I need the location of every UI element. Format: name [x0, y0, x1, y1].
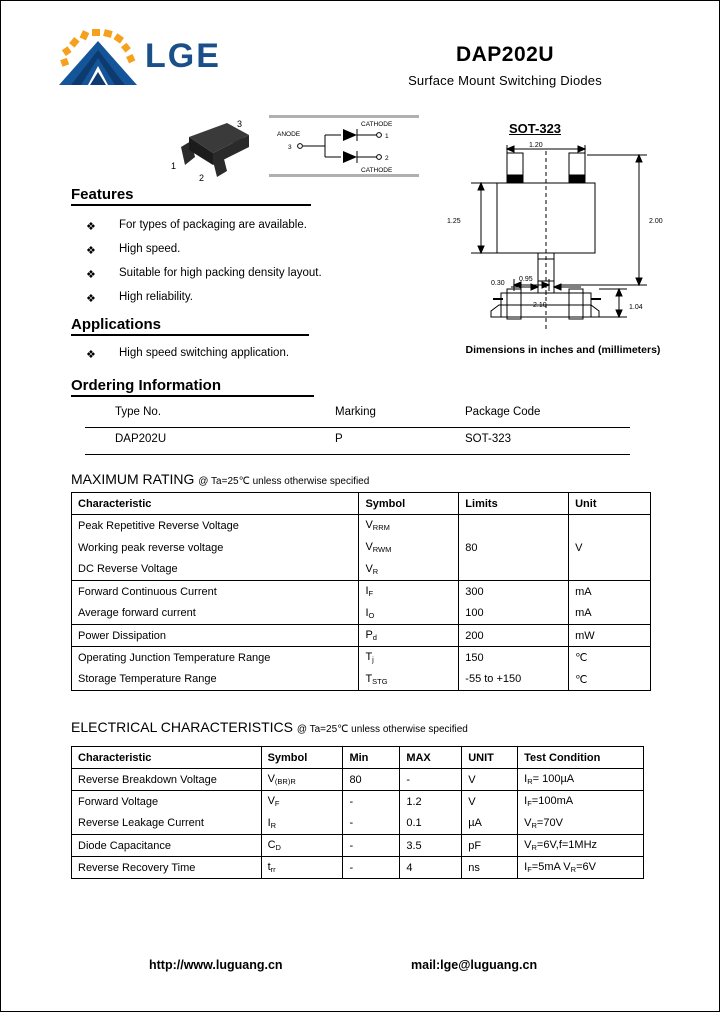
dim-pitch: 0.95: [519, 276, 533, 283]
mr-characteristic: Operating Junction Temperature Range: [72, 647, 359, 669]
symbol-sub: STG: [372, 676, 388, 686]
symbol-sub: d: [372, 633, 377, 642]
ec-max: 4: [400, 857, 462, 879]
dim-overall-height: 2.00: [649, 218, 663, 225]
symbol-base: I: [365, 585, 369, 598]
dual-diode-schematic-icon: [269, 118, 419, 174]
schematic-cathode-bottom-pin: 2: [385, 155, 389, 162]
ec-col-characteristic: Characteristic: [72, 747, 262, 769]
product-subtitle: Surface Mount Switching Diodes: [408, 73, 602, 88]
symbol-base: V: [365, 519, 373, 532]
ec-max: 1.2: [400, 791, 462, 813]
symbol-sub: R: [372, 566, 379, 576]
symbol-base: I: [267, 816, 271, 829]
mr-characteristic: Working peak reverse voltage: [72, 537, 359, 559]
mr-col-symbol: Symbol: [359, 493, 459, 515]
symbol-base: P: [365, 629, 373, 641]
applications-heading: Applications: [71, 316, 309, 336]
test-tail-base: V: [563, 861, 571, 873]
maximum-rating-table: [71, 492, 651, 691]
mr-characteristic: Average forward current: [72, 603, 359, 625]
mr-symbol: [359, 625, 459, 647]
mr-characteristic: Peak Repetitive Reverse Voltage: [72, 515, 359, 537]
symbol-base: T: [365, 651, 373, 664]
ec-unit: ns: [462, 857, 518, 879]
electrical-condition: @ Ta=25℃ unless otherwise specified: [296, 724, 468, 735]
ec-max: -: [400, 769, 462, 791]
electrical-characteristics-table: [71, 746, 644, 879]
ec-col-symbol: Symbol: [261, 747, 343, 769]
ec-symbol: [261, 769, 343, 791]
ec-characteristic: Forward Voltage: [72, 791, 262, 813]
ec-symbol: [261, 813, 343, 835]
ec-test-condition: [518, 835, 644, 857]
test-rest: =100mA: [531, 795, 574, 808]
application-label: High speed switching application.: [119, 347, 290, 359]
test-rest: =70V: [536, 816, 563, 829]
ec-symbol: [261, 835, 343, 857]
symbol-sub: F: [274, 799, 280, 809]
symbol-sub: RRM: [372, 523, 390, 533]
test-rest: =5mA: [531, 861, 564, 873]
website-link[interactable]: http://www.luguang.cn: [149, 958, 283, 972]
table-header-row: [72, 493, 651, 515]
schematic-anode-pin: 3: [288, 144, 292, 151]
mr-unit: ℃: [569, 647, 651, 669]
lge-logo-icon: [53, 25, 145, 87]
ordering-cell-marking: P: [335, 433, 343, 445]
table-row: [72, 813, 644, 835]
test-base: I: [524, 773, 528, 785]
test-base: V: [524, 816, 532, 829]
test-sub: R: [531, 843, 537, 852]
ec-min: -: [343, 813, 400, 835]
page-header: [1, 1, 720, 106]
mr-characteristic: DC Reverse Voltage: [72, 559, 359, 581]
mr-characteristic: Forward Continuous Current: [72, 581, 359, 603]
ordering-data-row: [85, 428, 630, 454]
ec-col-unit: UNIT: [462, 747, 518, 769]
mr-symbol: [359, 515, 459, 537]
symbol-base: T: [365, 672, 373, 685]
ec-characteristic: Diode Capacitance: [72, 835, 262, 857]
table-row: [72, 603, 651, 625]
mr-symbol: [359, 537, 459, 559]
mr-col-characteristic: Characteristic: [72, 493, 359, 515]
schematic-diagram: [269, 115, 419, 177]
pin3-label: 3: [237, 119, 243, 129]
ordering-cell-type: DAP202U: [115, 433, 167, 445]
diamond-bullet-icon: ❖: [86, 245, 96, 257]
mr-symbol: [359, 603, 459, 625]
symbol-sub: R: [270, 820, 277, 830]
ec-test-condition: [518, 791, 644, 813]
table-row: [72, 581, 651, 603]
schematic-anode-label: ANODE: [277, 131, 301, 138]
symbol-base: V: [267, 773, 275, 785]
electrical-label: ELECTRICAL CHARACTERISTICS: [71, 719, 293, 735]
ordering-col-type: Type No.: [115, 406, 162, 418]
mr-unit: ℃: [569, 669, 651, 691]
test-rest: = 100µA: [532, 773, 575, 785]
symbol-sub: (BR)R: [274, 777, 296, 786]
ec-unit: pF: [462, 835, 518, 857]
test-sub: R: [527, 777, 533, 786]
ec-characteristic: Reverse Breakdown Voltage: [72, 769, 262, 791]
dim-body-height: 1.25: [447, 218, 461, 225]
mr-limits: 200: [459, 625, 569, 647]
symbol-base: I: [365, 606, 369, 619]
ec-test-condition: [518, 857, 644, 879]
symbol-sub: F: [368, 589, 374, 599]
ec-min: 80: [343, 769, 400, 791]
test-rest: =6V,f=1MHz: [536, 839, 598, 851]
email-link[interactable]: mail:lge@luguang.cn: [411, 958, 538, 972]
maximum-rating-title: [71, 471, 369, 487]
ec-symbol: [261, 857, 343, 879]
symbol-base: V: [365, 562, 373, 575]
mr-symbol: [359, 647, 459, 669]
mr-symbol: [359, 559, 459, 581]
test-sub: F: [527, 799, 532, 809]
maximum-rating-label: MAXIMUM RATING: [71, 471, 195, 487]
pin2-label: 2: [199, 173, 205, 183]
mr-limits: 150: [459, 647, 569, 669]
mr-col-limits: Limits: [459, 493, 569, 515]
ec-characteristic: Reverse Recovery Time: [72, 857, 262, 879]
mr-col-unit: Unit: [569, 493, 651, 515]
mr-unit: mW: [569, 625, 651, 647]
test-base: I: [524, 795, 528, 808]
table-row: [72, 625, 651, 647]
table-header-row: [72, 747, 644, 769]
ec-min: -: [343, 835, 400, 857]
title-block: [305, 43, 705, 88]
ec-unit: V: [462, 791, 518, 813]
mr-unit: mA: [569, 603, 651, 625]
ec-max: 3.5: [400, 835, 462, 857]
mr-unit: mA: [569, 581, 651, 603]
schematic-cathode-bottom-label: CATHODE: [361, 167, 393, 174]
mr-characteristic: Storage Temperature Range: [72, 669, 359, 691]
test-tail-sub: R: [570, 865, 577, 874]
ec-col-test-condition: Test Condition: [518, 747, 644, 769]
ec-col-max: MAX: [400, 747, 462, 769]
diamond-bullet-icon: ❖: [86, 269, 96, 281]
ec-symbol: [261, 791, 343, 813]
pin1-label: 1: [171, 161, 177, 171]
ordering-heading: Ordering Information: [71, 377, 314, 397]
mr-symbol: [359, 669, 459, 691]
ec-unit: V: [462, 769, 518, 791]
ordering-cell-package: SOT-323: [465, 433, 512, 445]
table-row: [72, 769, 644, 791]
package-photo: [169, 117, 261, 183]
ec-test-condition: [518, 813, 644, 835]
package-drawing: [441, 137, 681, 357]
table-row: [72, 835, 644, 857]
dimension-note: Dimensions in inches and (millimeters): [465, 344, 661, 356]
part-number: DAP202U: [455, 43, 555, 66]
symbol-base: t: [267, 861, 271, 873]
mr-limits: 300: [459, 581, 569, 603]
symbol-base: C: [267, 839, 276, 851]
features-heading: Features: [71, 186, 311, 206]
ec-min: -: [343, 791, 400, 813]
test-base: I: [524, 861, 528, 873]
diamond-bullet-icon: ❖: [86, 349, 96, 361]
symbol-base: V: [365, 541, 373, 553]
symbol-base: V: [267, 795, 275, 808]
symbol-sub: O: [368, 610, 375, 620]
electrical-title: [71, 719, 468, 735]
test-tail-rest: =6V: [576, 861, 596, 873]
ec-min: -: [343, 857, 400, 879]
schematic-cathode-top-label: CATHODE: [361, 121, 393, 128]
mr-unit: V: [569, 515, 651, 581]
ordering-table: [85, 401, 630, 455]
mr-limits: 100: [459, 603, 569, 625]
dim-side-height: 1.04: [629, 304, 643, 311]
dim-top-width: 1.20: [529, 142, 543, 149]
symbol-sub: j: [372, 655, 374, 665]
table-row: [72, 515, 651, 537]
sot323-dimension-drawing-icon: [441, 137, 681, 357]
test-sub: R: [531, 820, 537, 830]
symbol-sub: rr: [270, 865, 276, 874]
feature-label: High reliability.: [119, 291, 193, 303]
dim-lead-width: 0.30: [491, 280, 505, 287]
diamond-bullet-icon: ❖: [86, 293, 96, 305]
ordering-header-row: [85, 401, 630, 427]
logo-wordmark: LGE: [145, 37, 221, 75]
ordering-col-marking: Marking: [335, 406, 376, 418]
symbol-sub: D: [275, 843, 281, 852]
feature-label: Suitable for high packing density layout.: [119, 267, 322, 279]
ec-characteristic: Reverse Leakage Current: [72, 813, 262, 835]
mr-limits: -55 to +150: [459, 669, 569, 691]
company-logo: [53, 25, 253, 87]
ordering-divider-bottom: [85, 454, 630, 455]
ec-test-condition: [518, 769, 644, 791]
symbol-sub: RWM: [372, 545, 392, 554]
table-row: [72, 647, 651, 669]
sot323-photo-icon: [169, 117, 261, 183]
test-sub: F: [527, 865, 532, 874]
ec-max: 0.1: [400, 813, 462, 835]
test-base: V: [524, 839, 532, 851]
mr-characteristic: Power Dissipation: [72, 625, 359, 647]
package-drawing-title: SOT-323: [509, 121, 562, 136]
ec-col-min: Min: [343, 747, 400, 769]
table-row: [72, 857, 644, 879]
maximum-rating-condition: @ Ta=25℃ unless otherwise specified: [198, 476, 370, 487]
mr-limits: 80: [459, 515, 569, 581]
mr-symbol: [359, 581, 459, 603]
ordering-col-package: Package Code: [465, 406, 541, 418]
table-row: [72, 791, 644, 813]
ec-unit: µA: [462, 813, 518, 835]
feature-label: For types of packaging are available.: [119, 219, 307, 231]
feature-label: High speed.: [119, 243, 181, 255]
schematic-cathode-top-pin: 1: [385, 133, 389, 140]
table-row: [72, 669, 651, 691]
diamond-bullet-icon: ❖: [86, 221, 96, 233]
dim-body-width: 2.10: [533, 302, 547, 309]
